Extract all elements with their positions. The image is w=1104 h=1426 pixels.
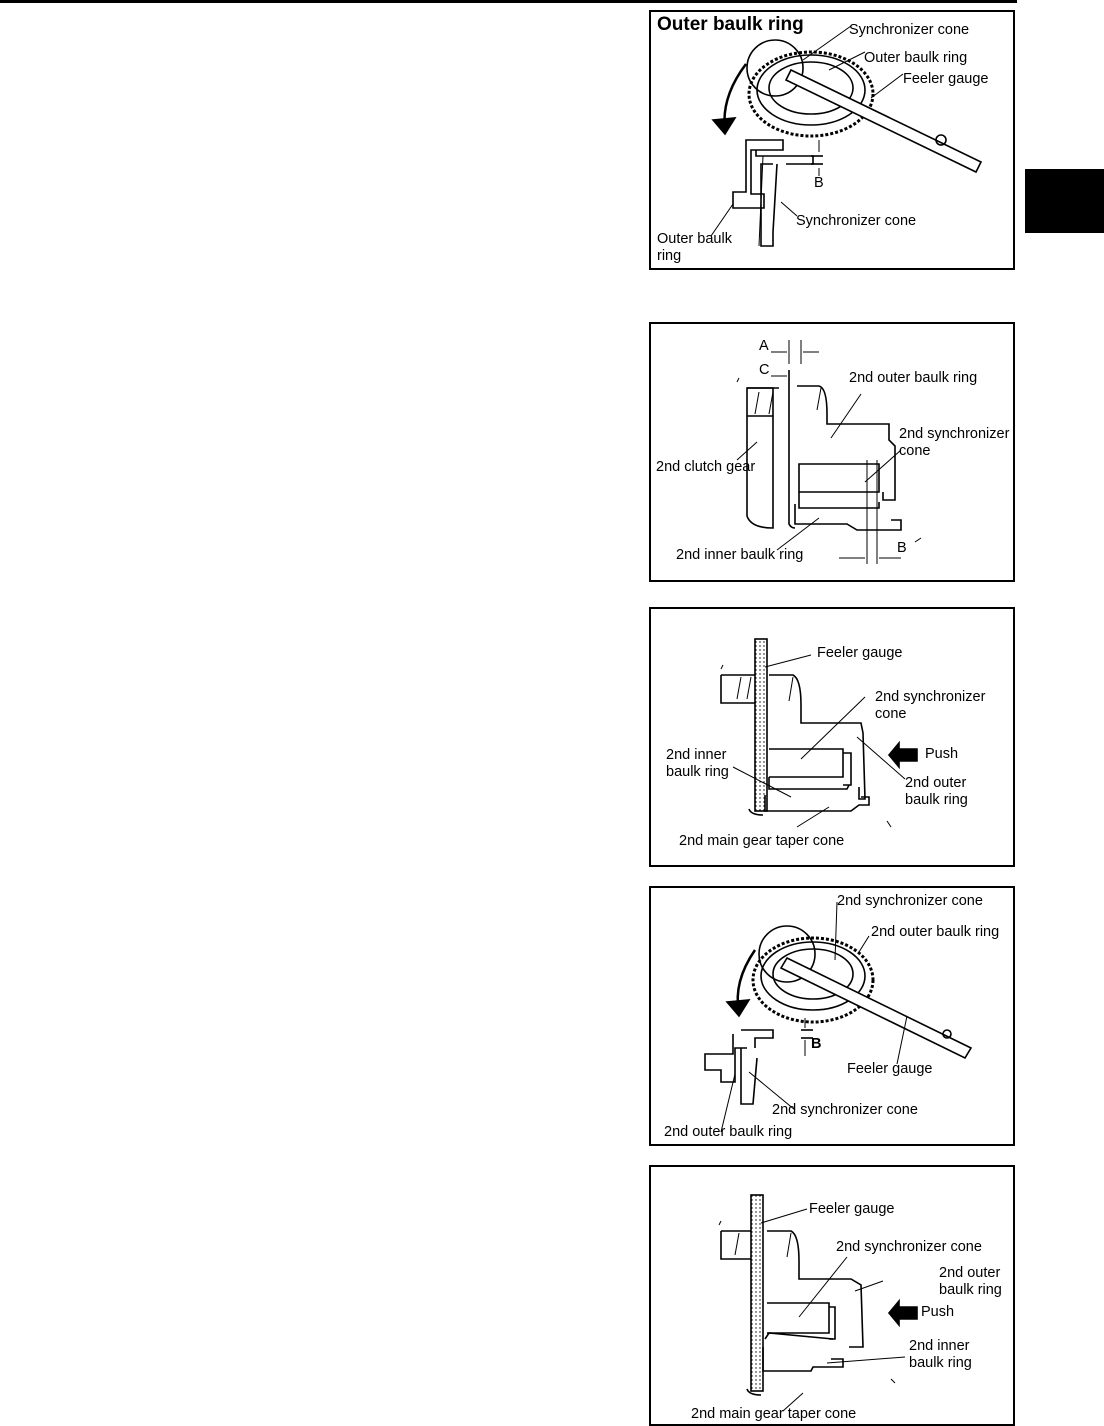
figure-2nd-outer-measure <box>649 1165 1015 1426</box>
label-outer-baulk-ring-detail: Outer baulk ring <box>657 231 732 264</box>
label-outer-baulk-ring: Outer baulk ring <box>864 50 968 66</box>
label-dimension-b: B <box>814 175 824 191</box>
label-push: Push <box>925 746 959 762</box>
figure-2nd-inner-measure <box>649 607 1015 867</box>
label-2nd-inner-baulk-ring: 2nd inner baulk ring <box>666 747 729 780</box>
label-2nd-inner-baulk-ring: 2nd inner baulk ring <box>909 1338 972 1371</box>
label-2nd-outer-baulk-ring: 2nd outer baulk ring <box>849 370 978 386</box>
label-2nd-synchronizer-cone: 2nd synchronizer cone <box>899 426 1010 459</box>
label-2nd-main-gear-taper-cone: 2nd main gear taper cone <box>691 1406 857 1422</box>
label-2nd-inner-baulk-ring: 2nd inner baulk ring <box>676 547 804 563</box>
label-2nd-synchronizer-cone: 2nd synchronizer cone <box>836 1239 982 1255</box>
figure-2nd-clearance-abc <box>649 322 1015 582</box>
figure-title: Outer baulk ring <box>657 14 804 35</box>
label-synchronizer-cone: Synchronizer cone <box>849 22 970 38</box>
label-2nd-outer-baulk-ring-detail: 2nd outer baulk ring <box>664 1124 793 1140</box>
section-tab-marker <box>1025 169 1104 233</box>
label-2nd-main-gear-taper-cone: 2nd main gear taper cone <box>679 833 845 849</box>
label-2nd-synchronizer-cone: 2nd synchronizer cone <box>875 689 986 722</box>
header-rule <box>0 0 1017 3</box>
label-2nd-outer-baulk-ring: 2nd outer baulk ring <box>871 924 1000 940</box>
figure-2nd-outer-ring-gauge <box>649 886 1015 1146</box>
label-feeler-gauge: Feeler gauge <box>817 645 903 661</box>
label-dimension-b: B <box>811 1036 822 1052</box>
label-push: Push <box>921 1304 955 1320</box>
label-2nd-synchronizer-cone-detail: 2nd synchronizer cone <box>772 1102 918 1118</box>
label-dimension-c: C <box>759 362 770 378</box>
label-2nd-clutch-gear: 2nd clutch gear <box>656 459 756 475</box>
label-dimension-a: A <box>759 338 769 354</box>
label-feeler-gauge: Feeler gauge <box>847 1061 933 1077</box>
label-feeler-gauge: Feeler gauge <box>903 71 989 87</box>
figure-outer-baulk-ring <box>649 10 1015 270</box>
label-feeler-gauge: Feeler gauge <box>809 1201 895 1217</box>
label-2nd-outer-baulk-ring: 2nd outer baulk ring <box>939 1265 1002 1298</box>
label-synchronizer-cone-detail: Synchronizer cone <box>796 213 917 229</box>
label-2nd-synchronizer-cone: 2nd synchronizer cone <box>837 893 983 909</box>
label-2nd-outer-baulk-ring: 2nd outer baulk ring <box>905 775 968 808</box>
label-dimension-b: B <box>897 540 907 556</box>
